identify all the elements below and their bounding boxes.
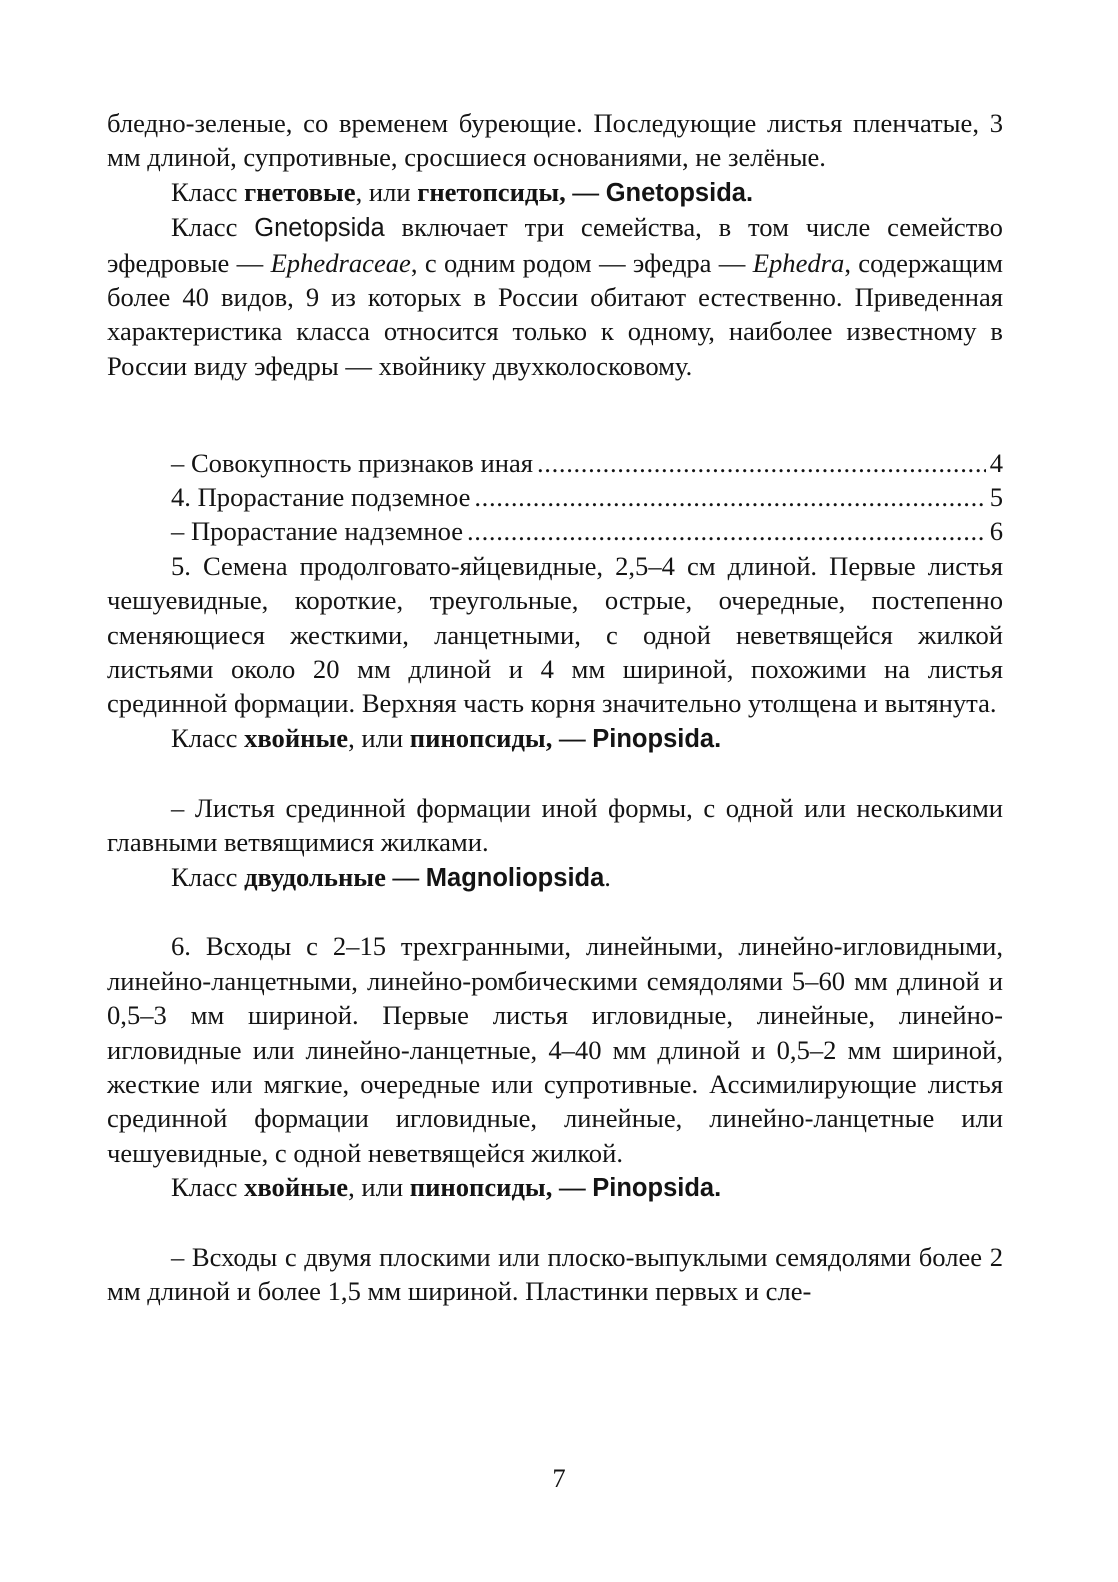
page-body: [107, 106, 1003, 1309]
blank-line: [107, 756, 1003, 790]
key-line: [107, 514, 1003, 548]
key-line-text: – Совокупность признаков иная: [171, 447, 533, 478]
blank-line: [107, 895, 1003, 929]
paragraph-key-5: 5. Семена продолговато-яйцевидные, 2,5–4 см длиной. Первые листья чешуевидные, короткие, треугольные, острые, очередные, постепенно сменяющиеся жесткими, ланцетными, с одной неветвящейся жилкой листьями около 20 мм длиной и 4 мм шириной, похожими на листья срединной формации. Верхняя часть корня значительно утолщена и вытянута.: [107, 550, 1003, 719]
key-line-number: 4: [989, 447, 1003, 478]
dot-leader: [537, 446, 986, 480]
page-number: 7: [552, 1463, 566, 1493]
class-heading-pinopsida: Класс хвойные, или пинопсиды, — Pinopsida.: [171, 722, 722, 753]
key-line-text: 4. Прорастание подземное: [171, 482, 471, 513]
paragraph-key-5-alt: – Листья срединной формации иной формы, с одной или несколькими главными ветвящимися жилками.: [107, 792, 1003, 858]
class-heading-magnoliopsida: Класс двудольные — Magnoliopsida.: [171, 861, 611, 892]
key-line-number: 5: [989, 482, 1003, 513]
paragraph-gnetopsida-description: Класс Gnetopsida включает три семейства, в том числе семейство эфедровые — Ephedraceae, с одним родом — эфедра — Ephedra, содержащим более 40 видов, 9 из которых в России обитают естественно. Приведенная характеристика класса относится только к одному, наиболее известному в России виду эфедры — хвойнику двухколосковому.: [107, 212, 1003, 381]
blank-line: [107, 1206, 1003, 1240]
paragraph-continuation: бледно-зеленые, со временем буреющие. Последующие листья пленчатые, 3 мм длиной, супротивные, сросшиеся основаниями, не зелёные.: [107, 108, 1003, 173]
key-line-text: – Прорастание надземное: [171, 516, 463, 547]
class-heading-pinopsida-2: Класс хвойные, или пинопсиды, — Pinopsida.: [171, 1172, 722, 1203]
blank-line: [107, 418, 1003, 446]
key-line-number: 6: [989, 516, 1003, 547]
blank-line: [107, 383, 1003, 417]
class-heading-gnetopsida: Класс гнетовые, или гнетопсиды, — Gnetopsida.: [171, 176, 754, 207]
key-line: [107, 446, 1003, 480]
paragraph-key-6-alt: – Всходы с двумя плоскими или плоско-выпуклыми семядолями более 2 мм длиной и более 1,5 мм шириной. Пластинки первых и сле-: [107, 1241, 1003, 1307]
dot-leader: [467, 514, 986, 548]
paragraph-key-6: 6. Всходы с 2–15 трехгранными, линейными, линейно-игловидными, линейно-ланцетными, линейно-ромбическими семядолями 5–60 мм длиной и 0,5–3 мм шириной. Первые листья игловидные, линейные, линейно-игловидные или линейно-ланцетные, 4–40 мм длиной и 0,5–2 мм шириной, жесткие или мягкие, очередные или супротивные. Ассимилирующие листья срединной формации игловидные, линейные, линейно-ланцетные или чешуевидные, с одной неветвящейся жилкой.: [107, 931, 1003, 1168]
dot-leader: [474, 480, 985, 514]
key-line: [107, 480, 1003, 514]
